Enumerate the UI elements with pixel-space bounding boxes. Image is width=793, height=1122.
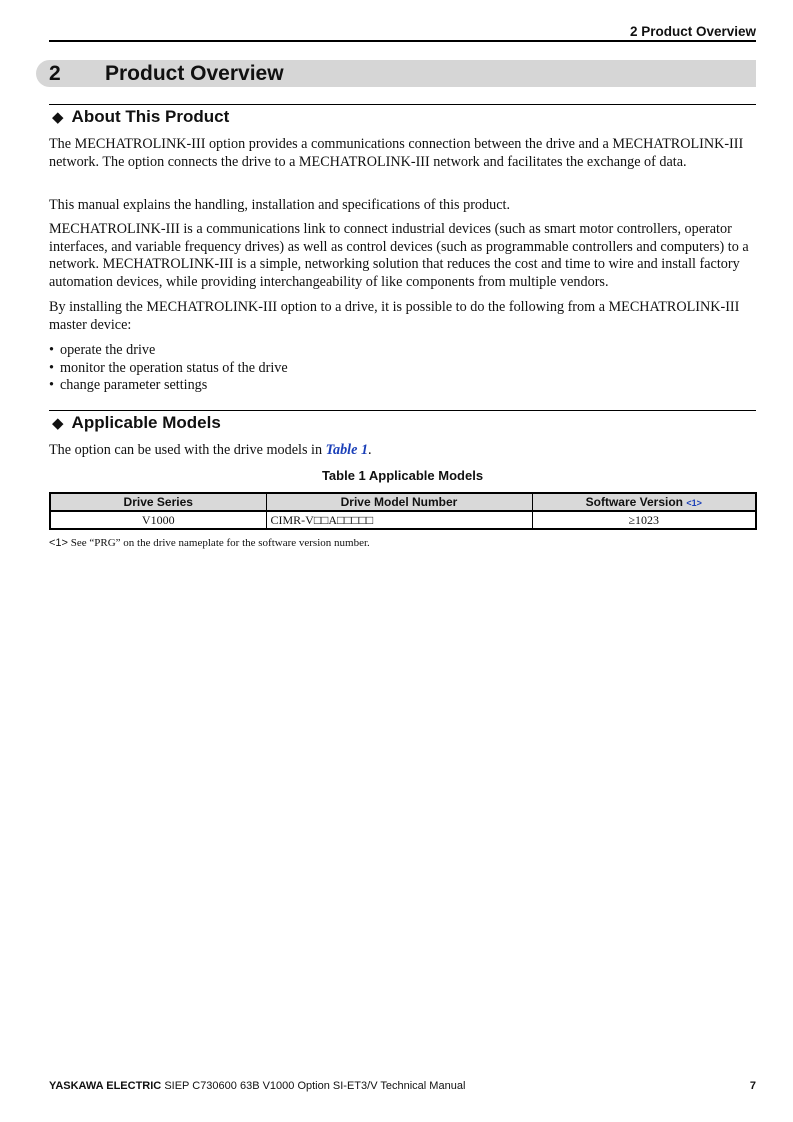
column-header-text: Software Version	[585, 495, 683, 509]
chapter-title: Product Overview	[105, 62, 284, 85]
section-heading-text: Applicable Models	[71, 413, 221, 432]
diamond-bullet-icon: ◆	[52, 415, 64, 432]
footnote-text: See “PRG” on the drive nameplate for the software version number.	[67, 537, 370, 549]
page-footer	[49, 1080, 756, 1092]
table-row	[50, 511, 756, 529]
applicable-models-table	[49, 492, 757, 530]
section-heading-models	[52, 412, 221, 435]
list-item: • operate the drive	[49, 342, 749, 360]
column-header-drive-series: Drive Series	[50, 493, 266, 511]
intro-text: The option can be used with the drive models in	[49, 442, 326, 458]
page-number: 7	[749, 1080, 756, 1092]
header-rule	[49, 40, 756, 42]
section-rule	[49, 104, 756, 105]
bullet-list	[49, 342, 749, 395]
column-header-software-version	[532, 493, 756, 511]
list-item: • monitor the operation status of the drive	[49, 360, 749, 378]
chapter-number: 2	[49, 62, 61, 85]
section-heading-about	[52, 106, 229, 129]
paragraph: The MECHATROLINK-III option provides a communications connection between the drive and a MECHATROLINK-III network. The option connects the drive to a MECHATROLINK-III network and facilitates the exchange of data.	[49, 136, 744, 170]
models-intro	[49, 442, 757, 460]
column-header-drive-model: Drive Model Number	[266, 493, 532, 511]
paragraph: This manual explains the handling, installation and specifications of this product.	[49, 197, 510, 213]
paragraph: By installing the MECHATROLINK-III option to a drive, it is possible to do the following from a MECHATROLINK-III master device:	[49, 299, 740, 333]
section-rule	[49, 410, 756, 411]
table-caption: Table 1 Applicable Models	[321, 468, 484, 483]
section-heading-text: About This Product	[71, 107, 230, 126]
diamond-bullet-icon: ◆	[52, 109, 64, 126]
footnote-ref-link[interactable]: <1>	[686, 498, 702, 508]
cell-software-version: ≥1023	[532, 511, 756, 529]
cell-drive-model: CIMR-V□□A□□□□□	[266, 511, 532, 529]
table-1-link[interactable]: Table 1	[325, 442, 369, 458]
table-footnote	[49, 537, 370, 549]
footer-brand: YASKAWA ELECTRIC	[49, 1080, 162, 1092]
list-item: • change parameter settings	[49, 377, 749, 395]
paragraph: MECHATROLINK-III is a communications link to connect industrial devices (such as smart motor controllers, operator interfaces, and variable frequency drives) as well as control devices (such as programmable controllers and computers) to a network. MECHATROLINK-III is a simple, networking solution that reduces the cost and time to wire and install factory automation devices, while providing interchangeability of like components from multiple vendors.	[49, 221, 749, 291]
footnote-mark: <1>	[49, 537, 68, 549]
table-header-row	[50, 493, 756, 511]
footer-doc-title: SIEP C730600 63B V1000 Option SI-ET3/V Technical Manual	[161, 1080, 466, 1092]
cell-drive-series: V1000	[50, 511, 266, 529]
intro-end: .	[368, 442, 372, 458]
running-header: 2 Product Overview	[629, 24, 756, 39]
